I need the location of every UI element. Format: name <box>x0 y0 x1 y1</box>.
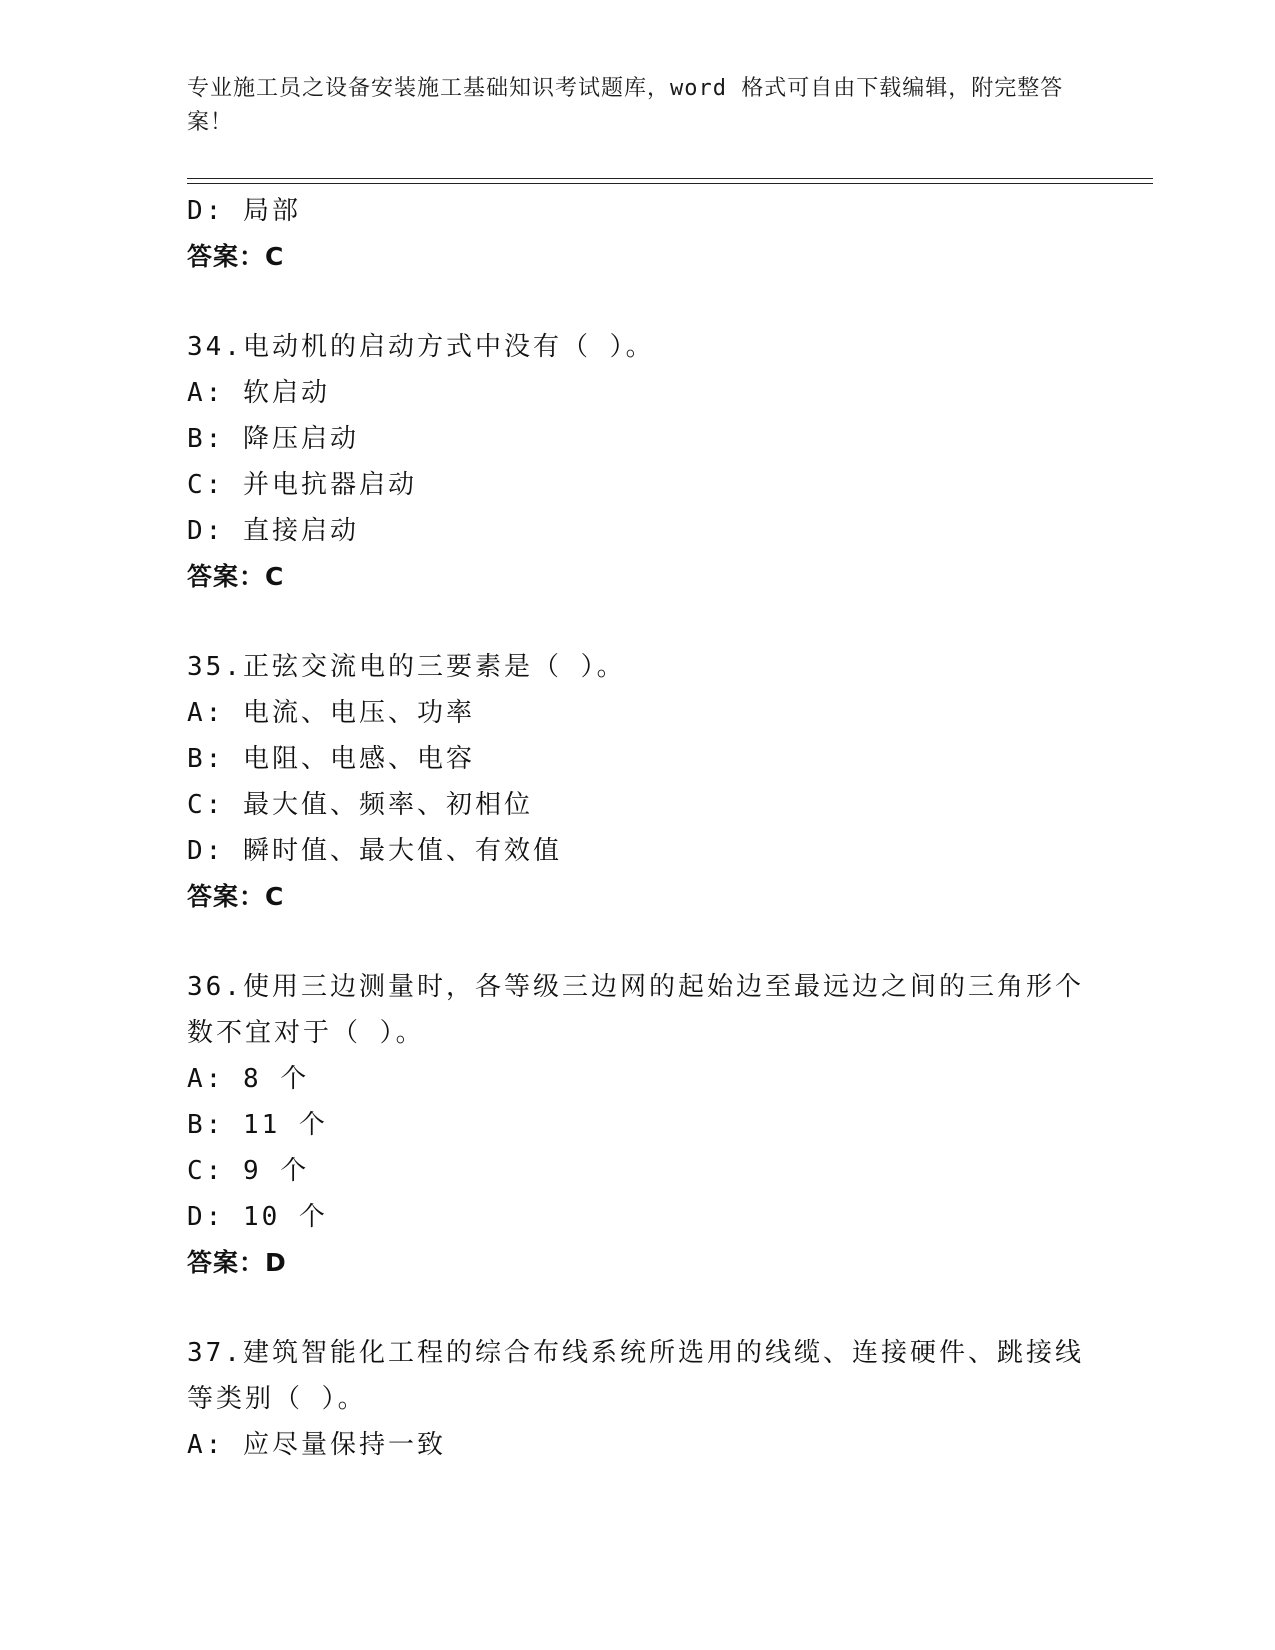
answer-line: 答案：D <box>187 1248 287 1277</box>
option-a: A: 8 个 <box>187 1064 310 1094</box>
option-b: B: 11 个 <box>187 1110 328 1140</box>
question-37 <box>187 1330 1153 1468</box>
header-rule-bottom <box>187 183 1153 184</box>
answer-line: 答案：C <box>187 882 285 911</box>
option-c: C: 最大值、频率、初相位 <box>187 790 533 820</box>
option-b: B: 电阻、电感、电容 <box>187 744 475 774</box>
header-rule-top <box>187 178 1153 179</box>
question-stem: 36.使用三边测量时，各等级三边网的起始边至最远边之间的三角形个数不宜对于（ ）。 <box>187 972 1084 1048</box>
option-d: D: 局部 <box>187 196 301 226</box>
option-a: A: 应尽量保持一致 <box>187 1430 446 1460</box>
question-35 <box>187 644 1153 920</box>
option-a: A: 软启动 <box>187 378 330 408</box>
option-a: A: 电流、电压、功率 <box>187 698 475 728</box>
question-stem: 34.电动机的启动方式中没有（ ）。 <box>187 332 655 362</box>
answer-line: 答案：C <box>187 562 285 591</box>
question-stem: 35.正弦交流电的三要素是（ ）。 <box>187 652 626 682</box>
option-d: D: 瞬时值、最大值、有效值 <box>187 836 562 866</box>
option-b: B: 降压启动 <box>187 424 359 454</box>
option-d: D: 直接启动 <box>187 516 359 546</box>
question-stem: 37.建筑智能化工程的综合布线系统所选用的线缆、连接硬件、跳接线等类别（ ）。 <box>187 1338 1084 1414</box>
question-36 <box>187 964 1153 1286</box>
answer-line: 答案：C <box>187 242 285 271</box>
question-34 <box>187 324 1153 600</box>
question-list <box>187 188 1153 1468</box>
document-header: 专业施工员之设备安装施工基础知识考试题库，word 格式可自由下载编辑，附完整答案！ <box>187 76 1064 135</box>
option-d: D: 10 个 <box>187 1202 328 1232</box>
option-c: C: 并电抗器启动 <box>187 470 417 500</box>
option-c: C: 9 个 <box>187 1156 310 1186</box>
